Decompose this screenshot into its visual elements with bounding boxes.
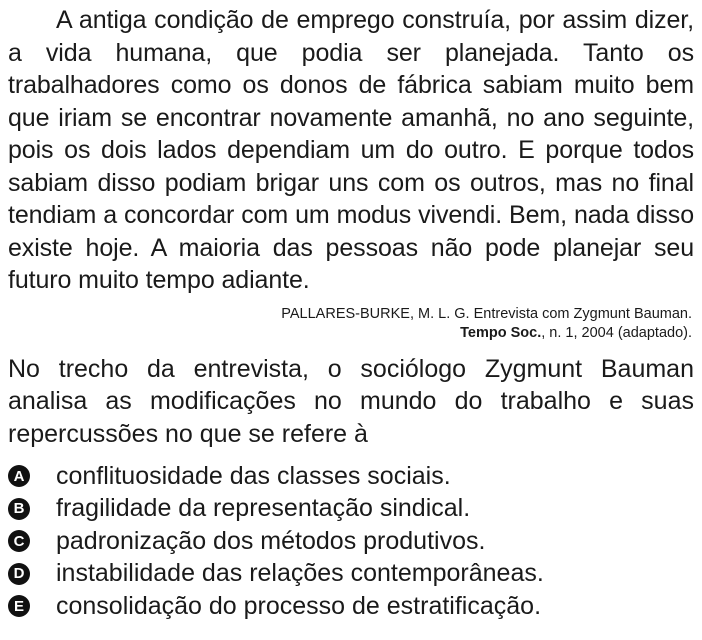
option-d[interactable] xyxy=(8,558,694,591)
source-line-1: PALLARES-BURKE, M. L. G. Entrevista com Zygmunt Bauman. xyxy=(281,305,692,322)
answer-options xyxy=(8,460,694,623)
option-letter-badge: D xyxy=(8,563,30,585)
source-line-2 xyxy=(8,324,692,343)
option-a[interactable] xyxy=(8,460,694,493)
option-letter-badge: A xyxy=(8,465,30,487)
source-citation xyxy=(8,305,694,343)
option-b[interactable] xyxy=(8,493,694,526)
option-text: conflituosidade das classes sociais. xyxy=(56,461,451,490)
option-text: padronização dos métodos produtivos. xyxy=(56,526,486,555)
option-text: instabilidade das relações contemporâneas. xyxy=(56,559,544,588)
option-letter-badge: B xyxy=(8,498,30,520)
option-c[interactable] xyxy=(8,525,694,558)
passage-text: A antiga condição de emprego construía, por assim dizer, a vida humana, que podia ser planejada. Tanto os trabalhadores como os donos de fábrica sabiam muito bem que iriam se encontrar novamente amanhã, no ano seguinte, pois os dois lados dependiam um do outro. E porque todos sabiam disso podiam brigar uns com os outros, mas no final tendiam a concordar com um modus vivendi. Bem, nada disso existe hoje. A maioria das pessoas não pode planejar seu futuro muito tempo adiante. xyxy=(8,6,694,294)
option-text: fragilidade da representação sindical. xyxy=(56,494,471,523)
option-letter-badge: C xyxy=(8,530,30,552)
question-stem: No trecho da entrevista, o sociólogo Zygmunt Bauman analisa as modificações no mundo do trabalho e suas repercussões no que se refere à xyxy=(8,354,694,448)
source-journal: Tempo Soc. xyxy=(460,324,542,341)
source-details: , n. 1, 2004 (adaptado). xyxy=(541,324,692,341)
option-e[interactable] xyxy=(8,590,694,623)
option-letter-badge: E xyxy=(8,595,30,617)
option-text: consolidação do processo de estratificação. xyxy=(56,591,542,620)
